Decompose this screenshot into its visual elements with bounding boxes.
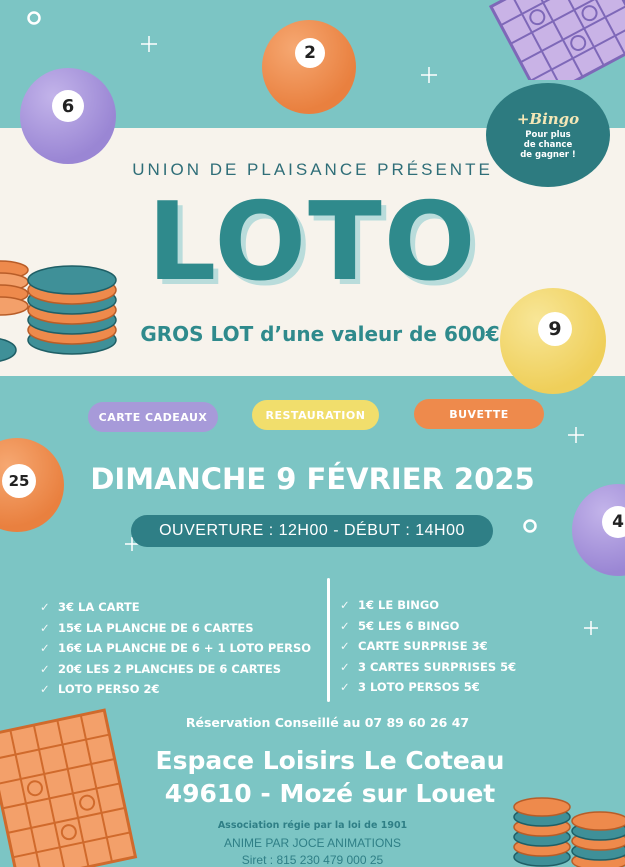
ball-number: 6 — [52, 90, 84, 122]
bingo-badge-line: de chance — [523, 140, 573, 150]
sparkle-5 — [583, 620, 599, 636]
list-item — [40, 597, 311, 618]
price-text: 3€ LA CARTE — [58, 600, 140, 615]
price-text: 3 CARTES SURPRISES 5€ — [358, 659, 517, 674]
sparkle-3 — [567, 426, 585, 444]
price-text: 1€ LE BINGO — [358, 598, 440, 613]
bingo-ball-6 — [20, 68, 116, 164]
price-text: 5€ LES 6 BINGO — [358, 618, 460, 633]
tag-label: BUVETTE — [449, 407, 509, 421]
ring-top-left — [26, 10, 42, 26]
tag-buvette — [414, 399, 544, 429]
check-icon: ✓ — [340, 680, 350, 695]
check-icon: ✓ — [340, 659, 350, 674]
list-item — [340, 616, 516, 637]
sparkle-2 — [420, 66, 438, 84]
event-hours-text: OUVERTURE : 12H00 - DÉBUT : 14H00 — [159, 522, 465, 539]
list-item — [40, 638, 311, 659]
presenter-line: UNION DE PLAISANCE PRÉSENTE — [132, 160, 493, 179]
list-item — [40, 618, 311, 639]
event-date: DIMANCHE 9 FÉVRIER 2025 — [90, 462, 535, 496]
bingo-badge-line: de gagner ! — [520, 150, 576, 160]
ball-number: 2 — [295, 38, 325, 68]
price-text: 20€ LES 2 PLANCHES DE 6 CARTES — [58, 661, 282, 676]
jackpot-line: GROS LOT d’une valeur de 600€ — [140, 322, 500, 346]
venue-address: 49610 - Mozé sur Louet — [164, 779, 496, 808]
venue-name: Espace Loisirs Le Coteau — [155, 746, 505, 775]
list-item — [340, 677, 516, 698]
list-divider — [327, 578, 330, 702]
list-item — [340, 595, 516, 616]
check-icon: ✓ — [40, 682, 50, 697]
sparkle-1 — [140, 35, 158, 53]
bingo-badge-line: Pour plus — [525, 130, 571, 140]
check-icon: ✓ — [40, 620, 50, 635]
ball-number: 9 — [538, 312, 572, 346]
price-text: 16€ LA PLANCHE DE 6 + 1 LOTO PERSO — [58, 641, 312, 656]
list-item — [340, 657, 516, 678]
bingo-ball-2 — [262, 20, 356, 114]
reservation-line: Réservation Conseillé au 07 89 60 26 47 — [185, 715, 470, 730]
bingo-grid-top-icon — [488, 0, 625, 80]
tag-label: RESTAURATION — [265, 408, 366, 422]
ball-number: 4 — [602, 506, 625, 538]
siret-note: Siret : 815 230 479 000 25 — [241, 853, 384, 867]
price-text: CARTE SURPRISE 3€ — [358, 639, 488, 654]
check-icon: ✓ — [40, 641, 50, 656]
event-hours — [131, 515, 493, 547]
list-item — [40, 679, 311, 700]
animation-note: ANIME PAR JOCE ANIMATIONS — [224, 836, 401, 850]
prices-right-list — [340, 595, 516, 698]
check-icon: ✓ — [340, 618, 350, 633]
price-text: 3 LOTO PERSOS 5€ — [358, 680, 480, 695]
bingo-badge-text — [520, 130, 576, 160]
price-text: 15€ LA PLANCHE DE 6 CARTES — [58, 620, 254, 635]
list-item — [340, 636, 516, 657]
ring-right — [522, 518, 538, 534]
list-item — [40, 659, 311, 680]
tag-carte-cadeaux — [88, 402, 218, 432]
check-icon: ✓ — [340, 598, 350, 613]
poster-title: LOTO — [147, 180, 478, 305]
association-note: Association régie par la loi de 1901 — [217, 820, 408, 831]
check-icon: ✓ — [40, 600, 50, 615]
tag-restauration — [252, 400, 379, 430]
bingo-badge-title: +Bingo — [516, 110, 580, 128]
ball-number: 25 — [2, 464, 36, 498]
price-text: LOTO PERSO 2€ — [58, 682, 160, 697]
check-icon: ✓ — [40, 661, 50, 676]
tag-label: CARTE CADEAUX — [98, 410, 208, 424]
prices-left-list — [40, 597, 311, 700]
check-icon: ✓ — [340, 639, 350, 654]
